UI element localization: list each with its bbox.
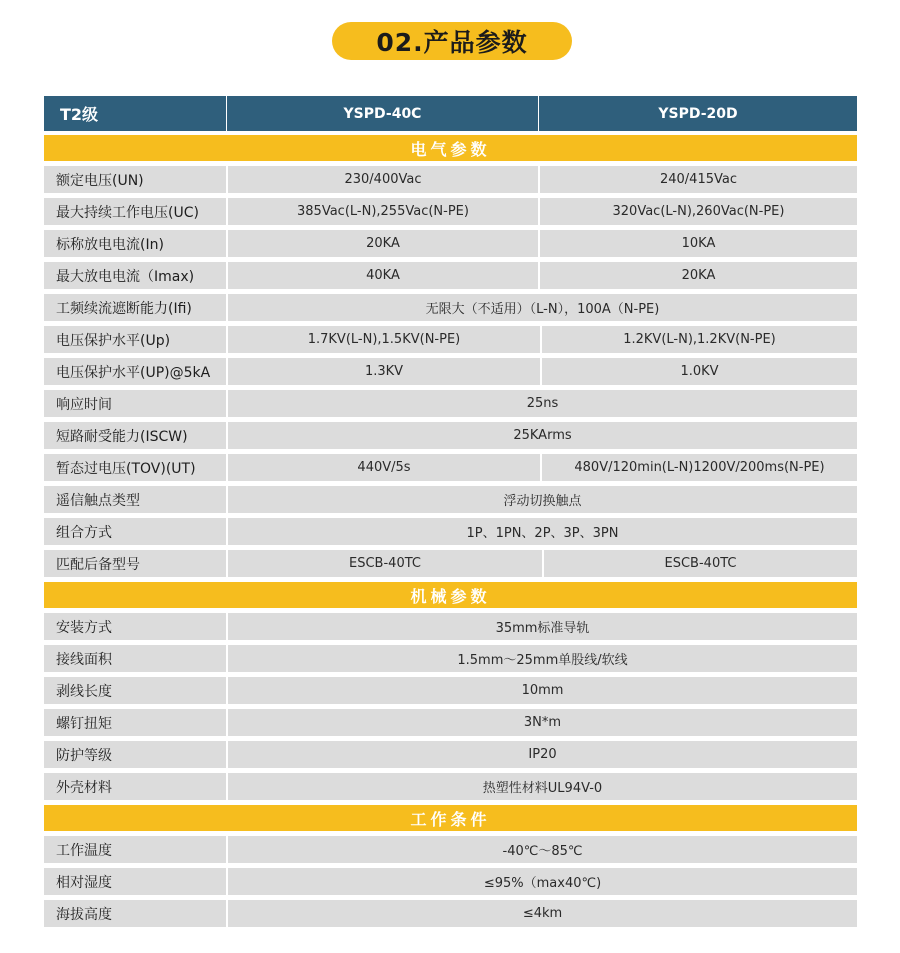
table-row (44, 709, 857, 736)
row-value: 无限大（不适用）（L-N），100A（N-PE) (228, 294, 857, 321)
row-value: 40KA (228, 262, 538, 289)
table-row (44, 645, 857, 672)
row-value: 10KA (540, 230, 857, 257)
row-label: 剥线长度 (44, 677, 226, 704)
row-label: 螺钉扭矩 (44, 709, 226, 736)
row-label: 海拔高度 (44, 900, 226, 927)
header-level-label: T2级 (44, 96, 226, 131)
row-value: -40℃～85℃ (228, 836, 857, 863)
header-model-1: YSPD-40C (226, 96, 538, 131)
row-label: 遥信触点类型 (44, 486, 226, 513)
row-label: 接线面积 (44, 645, 226, 672)
table-header (44, 96, 857, 131)
row-value: 20KA (540, 262, 857, 289)
row-label: 安装方式 (44, 613, 226, 640)
table-row (44, 900, 857, 927)
table-row (44, 166, 857, 193)
row-label: 暂态过电压(TOV)(UT) (44, 454, 226, 481)
page-title: 02.产品参数 (332, 22, 572, 60)
table-row (44, 486, 857, 513)
row-value: IP20 (228, 741, 857, 768)
row-label: 响应时间 (44, 390, 226, 417)
row-value: ESCB-40TC (228, 550, 542, 577)
table-row (44, 230, 857, 257)
table-row (44, 550, 857, 577)
row-value: 480V/120min(L-N)1200V/200ms(N-PE) (542, 454, 857, 481)
row-value: ≤4km (228, 900, 857, 927)
header-model-2: YSPD-20D (538, 96, 857, 131)
row-value: 浮动切换触点 (228, 486, 857, 513)
row-label: 电压保护水平(UP)@5kA (44, 358, 226, 385)
row-value: 440V/5s (228, 454, 540, 481)
row-value: 240/415Vac (540, 166, 857, 193)
row-value: 10mm (228, 677, 857, 704)
row-value: 1.7KV(L-N),1.5KV(N-PE) (228, 326, 540, 353)
row-label: 相对湿度 (44, 868, 226, 895)
row-label: 短路耐受能力(ISCW) (44, 422, 226, 449)
row-value: 1.5mm～25mm单股线/软线 (228, 645, 857, 672)
row-label: 最大持续工作电压(UC) (44, 198, 226, 225)
parameter-table (44, 96, 857, 932)
table-row (44, 741, 857, 768)
section-header: 机械参数 (44, 582, 857, 608)
table-row (44, 454, 857, 481)
row-value: 3N*m (228, 709, 857, 736)
row-value: ≤95%（max40℃) (228, 868, 857, 895)
row-label: 匹配后备型号 (44, 550, 226, 577)
row-label: 电压保护水平(Up) (44, 326, 226, 353)
table-row (44, 262, 857, 289)
row-value: 385Vac(L-N),255Vac(N-PE) (228, 198, 538, 225)
table-row (44, 390, 857, 417)
row-value: 320Vac(L-N),260Vac(N-PE) (540, 198, 857, 225)
row-label: 外壳材料 (44, 773, 226, 800)
row-label: 最大放电电流（Imax) (44, 262, 226, 289)
table-row (44, 518, 857, 545)
row-label: 防护等级 (44, 741, 226, 768)
row-value: 230/400Vac (228, 166, 538, 193)
row-label: 工作温度 (44, 836, 226, 863)
row-value: 热塑性材料UL94V-0 (228, 773, 857, 800)
table-row (44, 836, 857, 863)
table-row (44, 613, 857, 640)
row-value: 1.2KV(L-N),1.2KV(N-PE) (542, 326, 857, 353)
row-value: 20KA (228, 230, 538, 257)
table-row (44, 198, 857, 225)
row-value: 1P、1PN、2P、3P、3PN (228, 518, 857, 545)
table-row (44, 773, 857, 800)
row-label: 组合方式 (44, 518, 226, 545)
table-row (44, 868, 857, 895)
row-value: 1.3KV (228, 358, 540, 385)
table-body (44, 135, 857, 927)
table-row (44, 326, 857, 353)
row-label: 额定电压(UN) (44, 166, 226, 193)
table-row (44, 358, 857, 385)
table-row (44, 677, 857, 704)
row-value: 25ns (228, 390, 857, 417)
table-row (44, 422, 857, 449)
table-row (44, 294, 857, 321)
row-label: 工频续流遮断能力(Ifi) (44, 294, 226, 321)
section-header: 工作条件 (44, 805, 857, 831)
row-label: 标称放电电流(In) (44, 230, 226, 257)
row-value: 1.0KV (542, 358, 857, 385)
row-value: ESCB-40TC (544, 550, 857, 577)
section-header: 电气参数 (44, 135, 857, 161)
row-value: 25KArms (228, 422, 857, 449)
row-value: 35mm标准导轨 (228, 613, 857, 640)
